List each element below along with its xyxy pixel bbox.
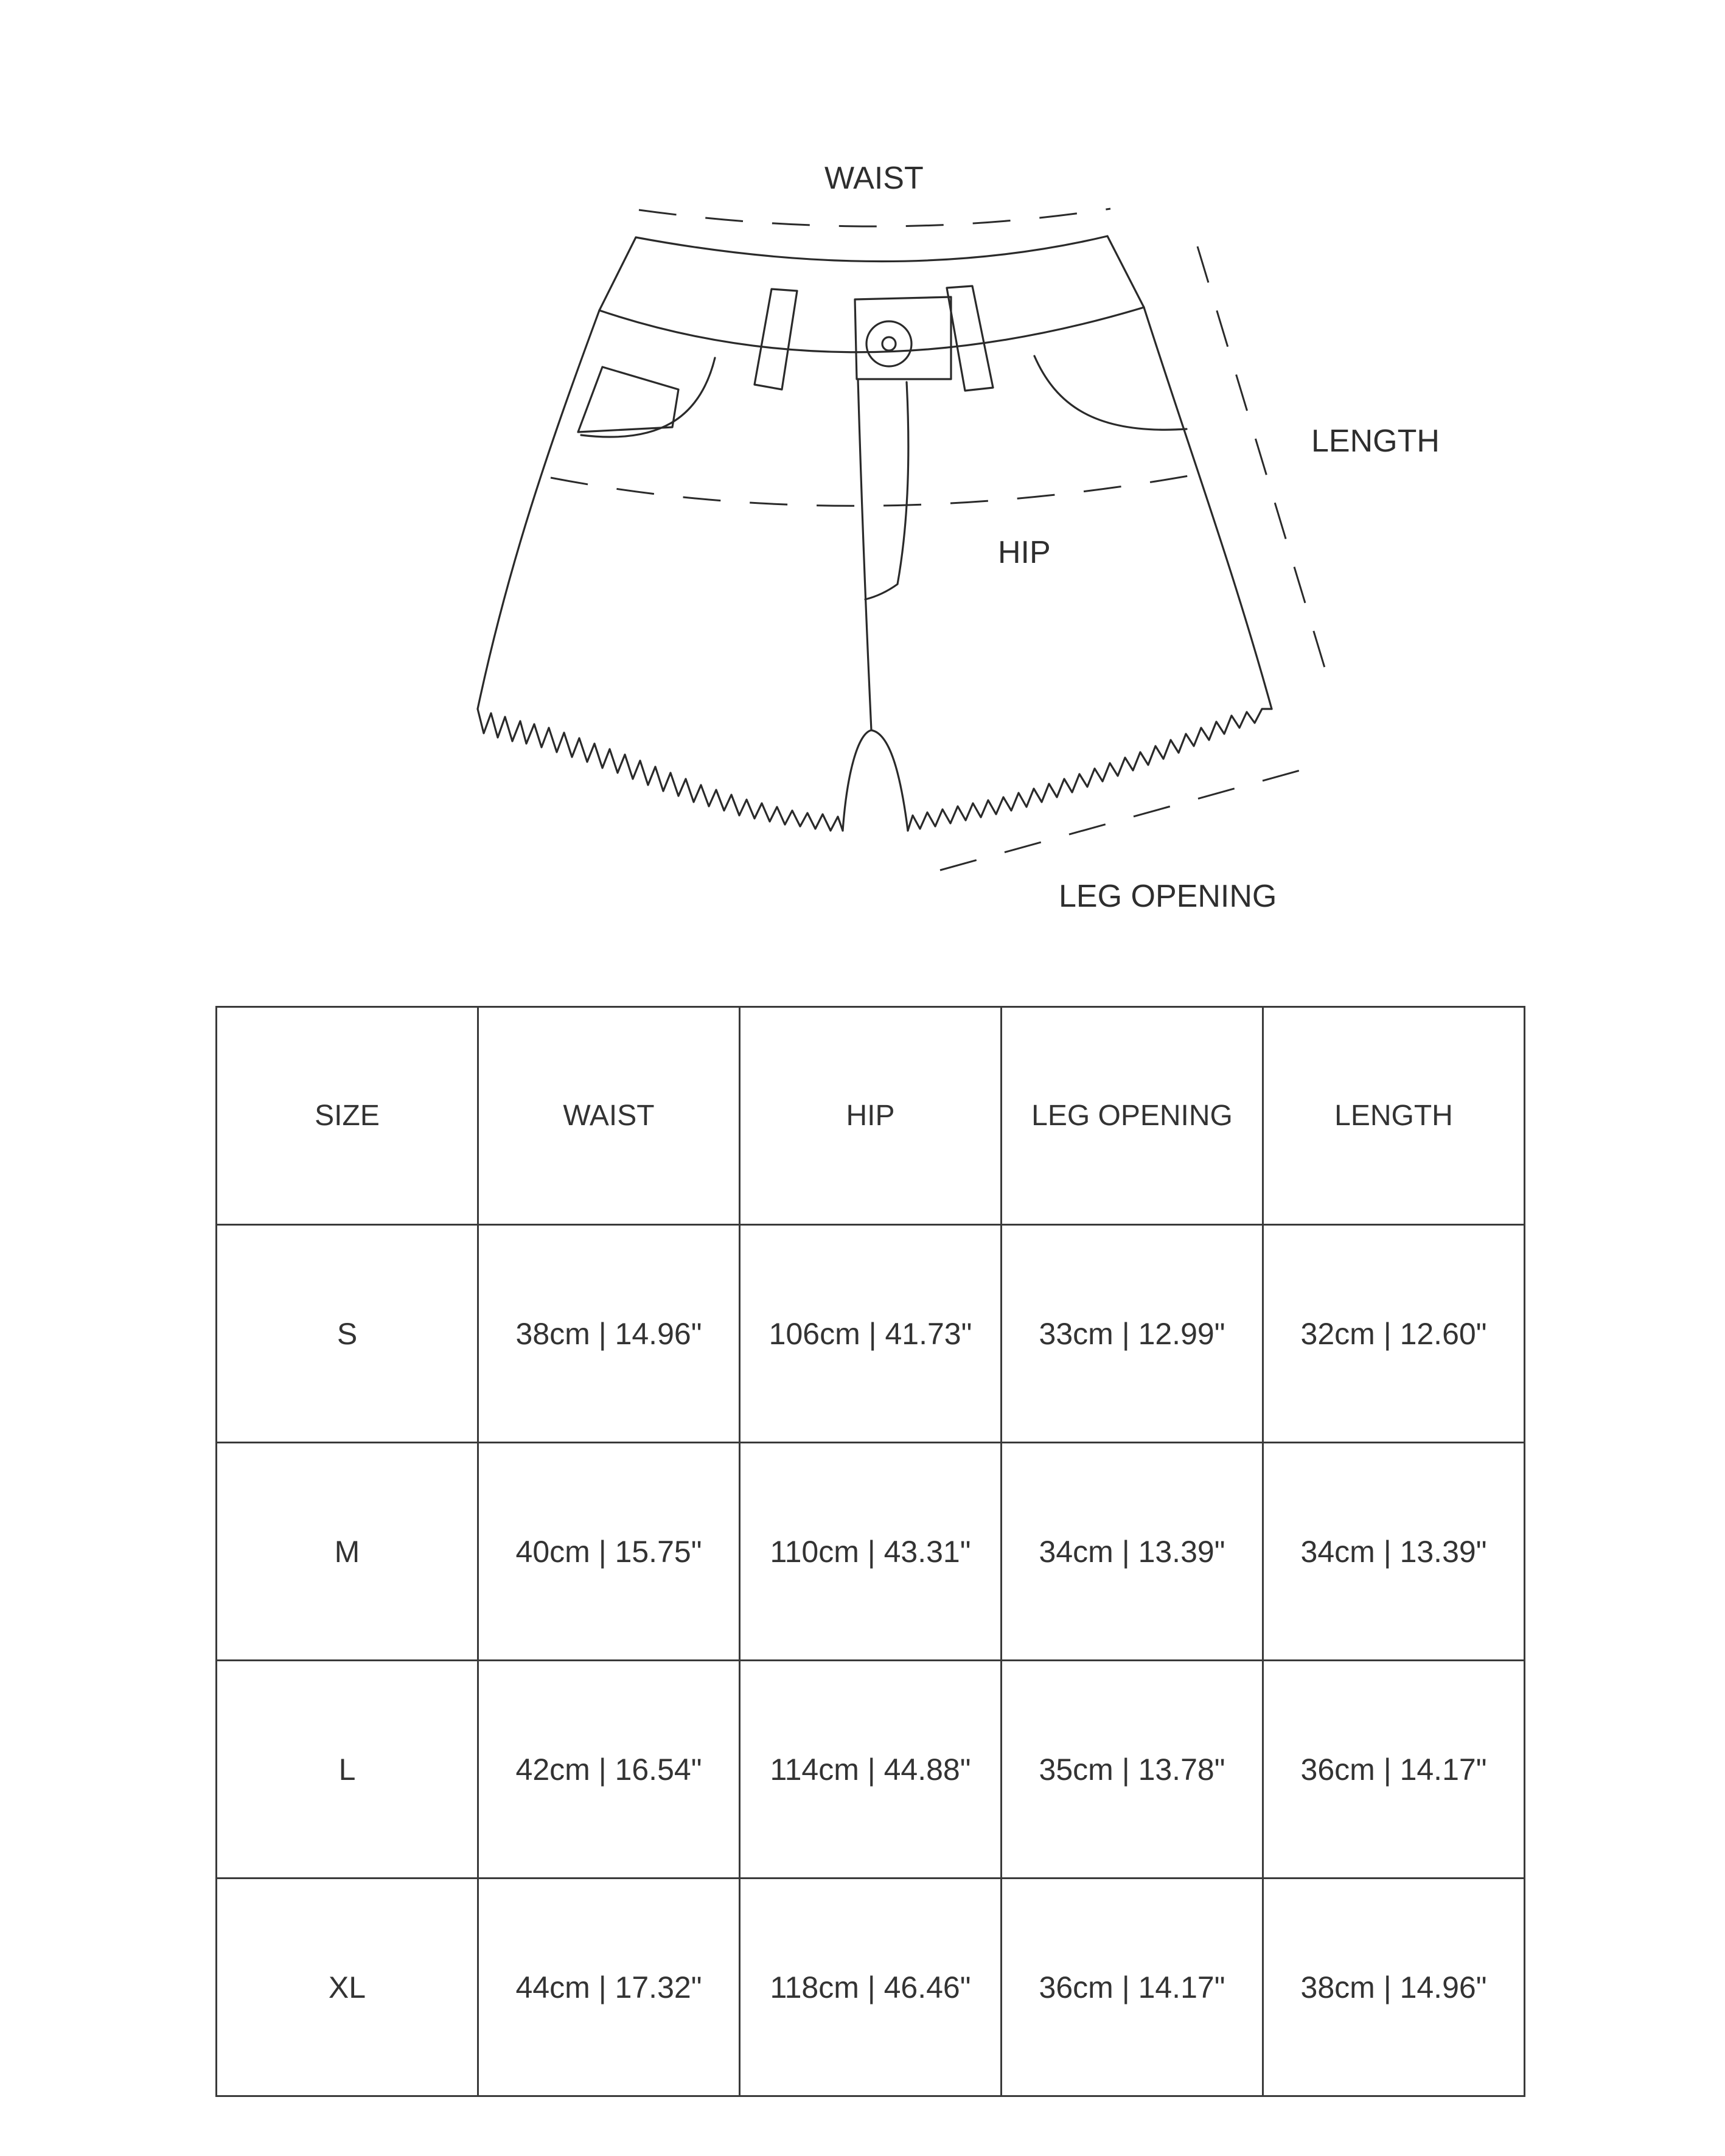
left-coin-pocket bbox=[578, 367, 678, 432]
waistband-top-edge bbox=[636, 236, 1107, 262]
leg-opening-cell: 33cm | 12.99" bbox=[1002, 1225, 1263, 1443]
belt-loop-right bbox=[947, 286, 993, 391]
waistband-right-edge bbox=[1107, 236, 1144, 307]
waist-cell: 44cm | 17.32" bbox=[478, 1879, 740, 2096]
leg-opening-cell: 34cm | 13.39" bbox=[1002, 1443, 1263, 1661]
shorts-left-side-seam bbox=[478, 310, 599, 709]
size-cell: S bbox=[217, 1225, 478, 1443]
size-cell: XL bbox=[217, 1879, 478, 2096]
hip-cell: 114cm | 44.88" bbox=[740, 1661, 1002, 1879]
header-hip: HIP bbox=[740, 1007, 1002, 1225]
shorts-measurement-diagram bbox=[0, 0, 1725, 949]
button-icon bbox=[866, 321, 911, 366]
waist-label: WAIST bbox=[824, 161, 924, 196]
leg-opening-cell: 35cm | 13.78" bbox=[1002, 1661, 1263, 1879]
center-front-seam bbox=[858, 379, 871, 730]
hip-cell: 106cm | 41.73" bbox=[740, 1225, 1002, 1443]
waist-measure-guide bbox=[639, 209, 1110, 226]
table-row bbox=[217, 1661, 1525, 1879]
fly-tab bbox=[855, 297, 951, 379]
length-cell: 34cm | 13.39" bbox=[1263, 1443, 1525, 1661]
waist-cell: 40cm | 15.75" bbox=[478, 1443, 740, 1661]
fly-stitching bbox=[865, 382, 908, 599]
waist-cell: 38cm | 14.96" bbox=[478, 1225, 740, 1443]
hip-measure-guide bbox=[551, 475, 1196, 506]
left-frayed-hem bbox=[478, 709, 843, 831]
length-cell: 32cm | 12.60" bbox=[1263, 1225, 1525, 1443]
table-row bbox=[217, 1443, 1525, 1661]
header-leg-opening: LEG OPENING bbox=[1002, 1007, 1263, 1225]
hip-cell: 110cm | 43.31" bbox=[740, 1443, 1002, 1661]
crotch-curve bbox=[843, 730, 908, 831]
table-row bbox=[217, 1225, 1525, 1443]
leg-opening-measure-guide bbox=[940, 770, 1302, 870]
right-frayed-hem bbox=[908, 709, 1272, 831]
header-length: LENGTH bbox=[1263, 1007, 1525, 1225]
hip-label: HIP bbox=[998, 535, 1051, 570]
waist-cell: 42cm | 16.54" bbox=[478, 1661, 740, 1879]
length-cell: 36cm | 14.17" bbox=[1263, 1661, 1525, 1879]
hip-cell: 118cm | 46.46" bbox=[740, 1879, 1002, 2096]
leg-opening-label: LEG OPENING bbox=[1059, 879, 1277, 914]
header-waist: WAIST bbox=[478, 1007, 740, 1225]
leg-opening-cell: 36cm | 14.17" bbox=[1002, 1879, 1263, 2096]
length-cell: 38cm | 14.96" bbox=[1263, 1879, 1525, 2096]
belt-loop-left bbox=[754, 289, 797, 389]
length-label: LENGTH bbox=[1311, 424, 1440, 459]
shorts-right-side-seam bbox=[1144, 307, 1272, 709]
size-chart-table bbox=[215, 1006, 1525, 2097]
size-cell: L bbox=[217, 1661, 478, 1879]
table-header-row bbox=[217, 1007, 1525, 1225]
header-size: SIZE bbox=[217, 1007, 478, 1225]
table-row bbox=[217, 1879, 1525, 2096]
size-cell: M bbox=[217, 1443, 478, 1661]
button-center-icon bbox=[882, 337, 896, 351]
waistband-left-edge bbox=[599, 237, 636, 310]
length-measure-guide bbox=[1197, 246, 1333, 694]
